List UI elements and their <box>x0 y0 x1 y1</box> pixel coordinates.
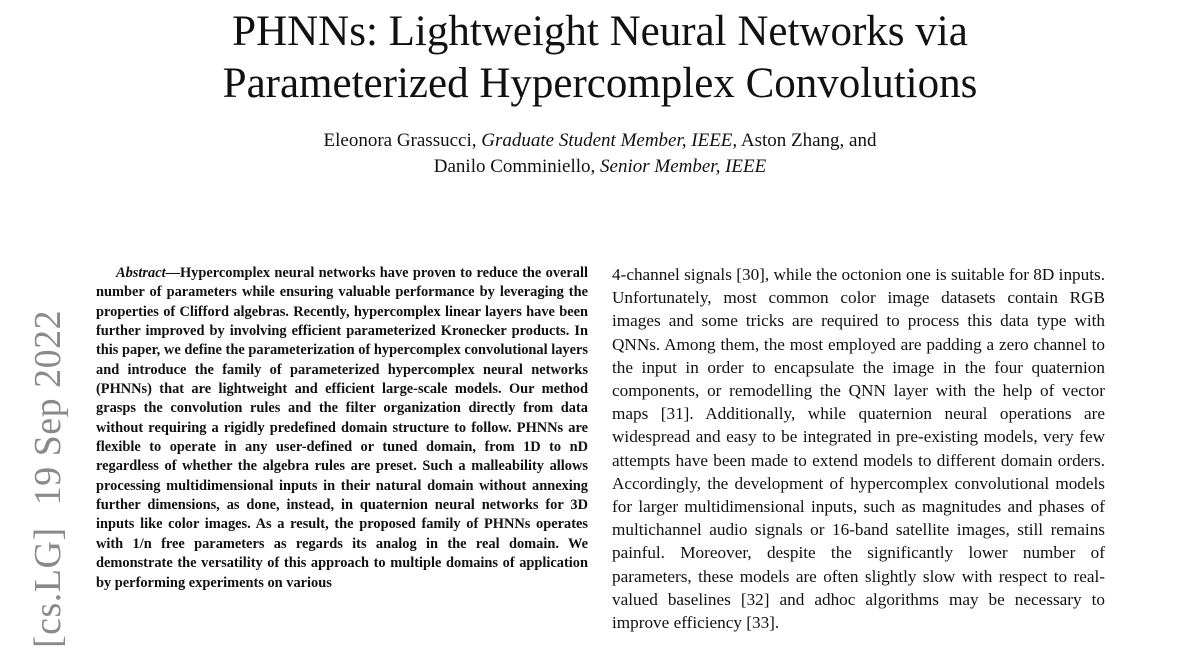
paper-title <box>0 6 1200 110</box>
paper-title-line-1: PHNNs: Lightweight Neural Networks via <box>232 8 968 55</box>
arxiv-category: [cs.LG] <box>27 527 69 648</box>
abstract-text: Hypercomplex neural networks have proven to reduce the overall number of parameters while ensuring valuable performance by leveraging the properties of Clifford algebras. Recently, hypercomplex linear layers have been further improved by involving efficient parameterized Kronecker products. In this paper, we define the parameterization of hypercomplex convolutional layers and introduce the family of parameterized hypercomplex neural networks (PHNNs) that are lightweight and efficient large-scale models. Our method grasps the convolution rules and the filter organization directly from data without requiring a rigidly predefined domain structure to follow. PHNNs are flexible to operate in any user-defined or tuned domain, from 1D to nD regardless of whether the algebra rules are preset. Such a malleability allows processing multidimensional inputs in their natural domain without annexing further dimensions, as done, instead, in quaternion neural networks for 3D inputs like color images. As a result, the proposed family of PHNNs operates with 1/n free parameters as regards its analog in the real domain. We demonstrate the versatility of this approach to multiple domains of application by performing experiments on various <box>96 265 588 591</box>
abstract-paragraph <box>96 264 588 593</box>
author-membership: Graduate Student Member, IEEE, <box>481 130 738 151</box>
abstract-dash: — <box>165 265 180 281</box>
author-line-2 <box>0 154 1200 180</box>
arxiv-sidebar-stamp <box>26 310 70 648</box>
body-text-column: 4-channel signals [30], while the octonion one is suitable for 8D inputs. Unfortunately, most common color image datasets contain RGB images and some tricks are required to process this data type with QNNs. Among them, the most employed are padding a zero channel to the input in order to encapsulate the image in the four quaternion components, or remodelling the QNN layer with the help of vector maps [31]. Additionally, while quaternion neural operations are widespread and easy to be integrated in pre-existing models, very few attempts have been made to extend models to different domain orders. Accordingly, the development of hypercomplex convolutional models for larger multidimensional inputs, such as magnitudes and phases of multichannel audio signals or 16-band satellite images, still remains painful. Moreover, despite the significantly lower number of parameters, these models are often slightly slow with respect to real-valued baselines [32] and adhoc algorithms may be necessary to improve efficiency [33]. <box>612 265 1105 633</box>
abstract-label: Abstract <box>116 265 166 281</box>
author-name: Aston Zhang, and <box>740 130 877 151</box>
author-line-1 <box>0 128 1200 154</box>
author-name: Danilo Comminiello, <box>433 156 596 177</box>
author-membership: Senior Member, IEEE <box>600 156 767 177</box>
paper-title-line-2: Parameterized Hypercomplex Convolutions <box>222 60 978 107</box>
author-list <box>0 128 1200 180</box>
author-name: Eleonora Grassucci, <box>323 130 477 151</box>
arxiv-date: 19 Sep 2022 <box>27 309 69 506</box>
